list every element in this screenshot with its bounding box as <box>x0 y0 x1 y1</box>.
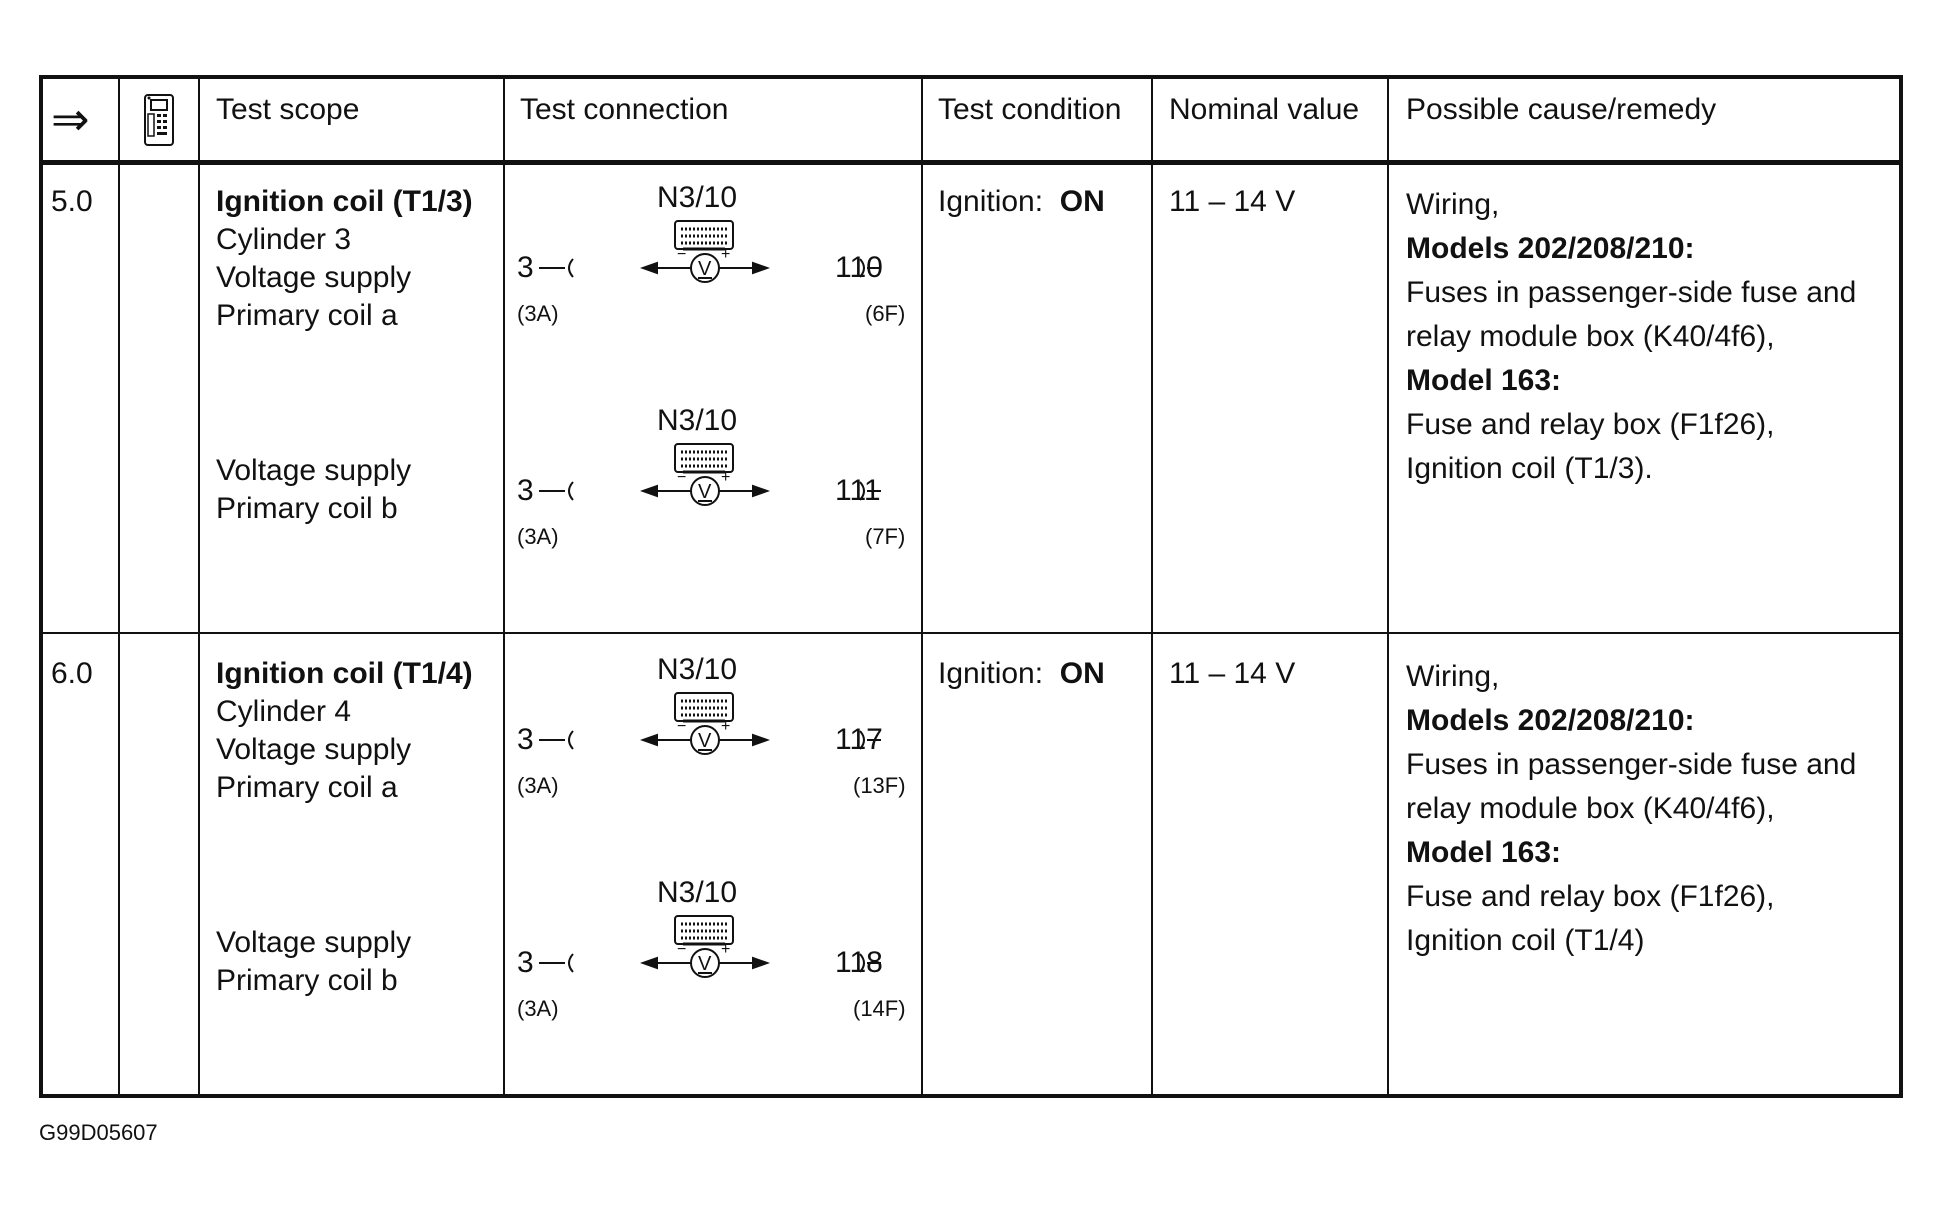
right-sub: (6F) <box>865 301 906 326</box>
right-sub: (13F) <box>853 773 906 798</box>
right-pin: 118 <box>835 946 883 979</box>
left-pin: 3 <box>517 251 534 284</box>
left-pin: 3 <box>517 723 534 756</box>
condition-value: ON <box>1059 185 1105 218</box>
scope-title: Ignition coil (T1/4) <box>216 657 473 690</box>
remedy-line: Fuse and relay box (F1f26), <box>1406 408 1775 441</box>
svg-text:V: V <box>698 730 712 752</box>
svg-text:V: V <box>698 258 712 280</box>
left-pin: 3 <box>517 474 534 507</box>
svg-text:−: − <box>677 718 687 735</box>
svg-text:−: − <box>677 246 687 263</box>
left-pin: 3 <box>517 946 534 979</box>
remedy-line: Model 163: <box>1406 836 1562 869</box>
left-sub: (3A) <box>517 301 559 326</box>
scope-line: Voltage supply <box>216 733 412 766</box>
step-number: 6.0 <box>51 657 93 690</box>
scope-line: Voltage supply <box>216 454 412 487</box>
remedy-text <box>1406 655 1856 963</box>
nominal-value: 11 – 14 V <box>1169 657 1296 690</box>
module-label: N3/10 <box>657 653 738 686</box>
remedy-line: Models 202/208/210: <box>1406 232 1695 265</box>
step-number: 5.0 <box>51 185 93 218</box>
remedy-line: Fuse and relay box (F1f26), <box>1406 880 1775 913</box>
test-table <box>39 75 1903 1098</box>
test-condition <box>938 183 1105 221</box>
svg-text:−: − <box>677 941 687 958</box>
col-divider <box>118 79 120 1094</box>
col-divider <box>1387 79 1389 1094</box>
header-divider <box>43 160 1899 165</box>
remedy-line: Models 202/208/210: <box>1406 704 1695 737</box>
remedy-line: Fuses in passenger-side fuse and <box>1406 276 1857 309</box>
header-test-condition: Test condition <box>938 93 1122 126</box>
remedy-line: Wiring, <box>1406 188 1500 221</box>
right-sub: (14F) <box>853 996 906 1021</box>
scope-line: Primary coil a <box>216 771 398 804</box>
nominal-value: 11 – 14 V <box>1169 185 1296 218</box>
figure-id: G99D05607 <box>39 1120 158 1145</box>
svg-text:+: + <box>721 718 731 735</box>
scope-title: Ignition coil (T1/3) <box>216 185 473 218</box>
arrow-icon: ⇒ <box>51 93 90 145</box>
test-condition <box>938 655 1105 693</box>
scope-line: Cylinder 4 <box>216 695 352 728</box>
remedy-line: Ignition coil (T1/4) <box>1406 924 1645 957</box>
module-label: N3/10 <box>657 404 738 437</box>
svg-text:V: V <box>698 481 712 503</box>
scope-line: Voltage supply <box>216 261 412 294</box>
remedy-text <box>1406 183 1856 491</box>
module-label: N3/10 <box>657 181 738 214</box>
right-pin: 117 <box>835 723 883 756</box>
col-divider <box>198 79 200 1094</box>
header-test-scope: Test scope <box>216 93 360 126</box>
header-possible-cause: Possible cause/remedy <box>1406 93 1717 126</box>
left-sub: (3A) <box>517 524 559 549</box>
scope-line: Primary coil b <box>216 964 398 997</box>
left-sub: (3A) <box>517 996 559 1021</box>
condition-value: ON <box>1059 657 1105 690</box>
remedy-line: relay module box (K40/4f6), <box>1406 792 1775 825</box>
condition-label: Ignition: <box>938 657 1044 690</box>
col-divider <box>921 79 923 1094</box>
svg-text:V: V <box>698 953 712 975</box>
module-label: N3/10 <box>657 876 738 909</box>
condition-label: Ignition: <box>938 185 1044 218</box>
remedy-line: relay module box (K40/4f6), <box>1406 320 1775 353</box>
svg-text:−: − <box>677 469 687 486</box>
right-pin: 110 <box>835 251 883 284</box>
left-sub: (3A) <box>517 773 559 798</box>
right-sub: (7F) <box>865 524 906 549</box>
scope-line: Primary coil b <box>216 492 398 525</box>
right-pin: 111 <box>835 474 881 507</box>
svg-text:+: + <box>721 246 731 263</box>
scope-line: Cylinder 3 <box>216 223 352 256</box>
svg-text:+: + <box>721 469 731 486</box>
header-test-connection: Test connection <box>520 93 729 126</box>
remedy-line: Ignition coil (T1/3). <box>1406 452 1653 485</box>
remedy-line: Wiring, <box>1406 660 1500 693</box>
header-nominal-value: Nominal value <box>1169 93 1360 126</box>
remedy-line: Fuses in passenger-side fuse and <box>1406 748 1857 781</box>
col-divider <box>1151 79 1153 1094</box>
row-divider <box>43 632 1899 634</box>
tester-device-icon <box>139 93 179 157</box>
svg-text:+: + <box>721 941 731 958</box>
scope-line: Voltage supply <box>216 926 412 959</box>
remedy-line: Model 163: <box>1406 364 1562 397</box>
scope-line: Primary coil a <box>216 299 398 332</box>
